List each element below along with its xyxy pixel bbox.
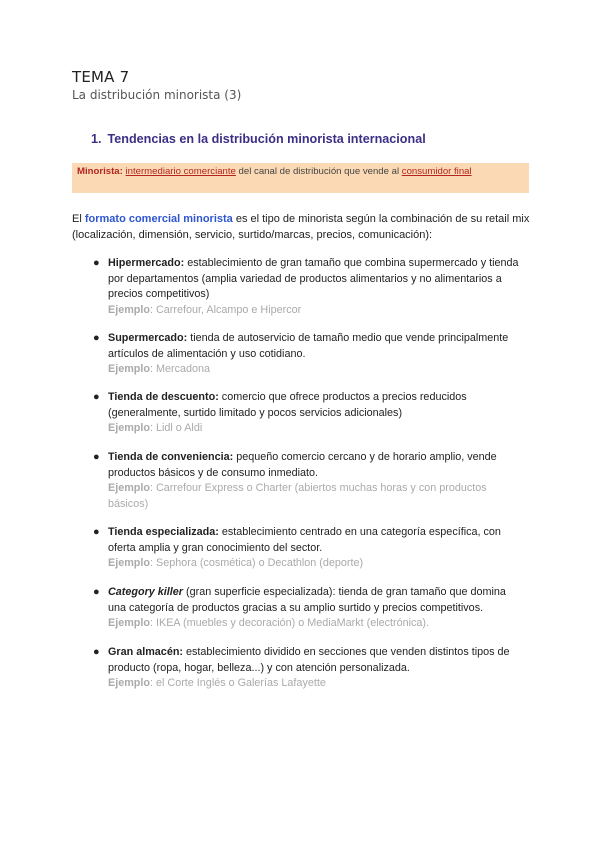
bullet-icon: ●: [93, 646, 100, 658]
item-desc: establecimiento centrado en una categoría específica, con oferta amplia y gran conocimiento del sector.: [108, 526, 501, 554]
item-desc: establecimiento de gran tamaño que combina supermercado y tienda por departamentos (amplia variedad de productos alimentarios y no alimentarios a precios competitivos): [108, 257, 519, 301]
bullet-icon: ●: [93, 257, 100, 269]
item-term: Tienda especializada:: [108, 526, 219, 538]
item-example: Ejemplo: el Corte Inglés o Galerías Lafayette: [108, 677, 326, 690]
item-desc: establecimiento dividido en secciones que venden distintos tipos de producto (ropa, hogar, belleza...) y con atención personalizada.: [108, 646, 510, 674]
intro-post: es el tipo de minorista según la combinación de su retail mix (localización, dimensión, servicio, surtido/marcas, precios, comunicación):: [72, 213, 530, 241]
intro-highlight: formato comercial minorista: [84, 213, 233, 225]
page-title: TEMA 7: [72, 68, 130, 86]
bullet-icon: ●: [93, 332, 100, 344]
list-item-text: [108, 525, 522, 572]
item-term: Hipermercado:: [108, 257, 185, 269]
item-term: Supermercado:: [108, 332, 188, 344]
bullet-icon: ●: [93, 451, 100, 463]
definition-term: Minorista:: [77, 166, 123, 177]
item-desc: (gran superficie especializada): tienda de gran tamaño que domina una categoría de productos gracias a su amplio surtido y precios competitivos.: [108, 586, 506, 614]
intro-paragraph: [72, 211, 532, 243]
item-example: Ejemplo: Lidl o Aldi: [108, 422, 203, 435]
section-title: Tendencias en la distribución minorista internacional: [107, 132, 426, 146]
bullet-icon: ●: [93, 526, 100, 538]
item-term: Tienda de descuento:: [108, 391, 219, 403]
definition-box: [72, 163, 529, 193]
bullet-icon: ●: [93, 391, 100, 403]
section-heading: [91, 132, 426, 146]
item-term: Category killer: [108, 586, 184, 598]
list-item-text: [108, 645, 522, 692]
item-example: Ejemplo: Sephora (cosmética) o Decathlon (deporte): [108, 557, 364, 570]
section-number: 1.: [91, 132, 102, 146]
list-item-text: [108, 390, 522, 437]
definition-text: del canal de distribución que vende al: [235, 166, 402, 177]
page-subtitle: La distribución minorista (3): [72, 88, 242, 102]
item-desc: comercio que ofrece productos a precios reducidos (generalmente, surtido limitado y pocos servicios adicionales): [108, 391, 467, 419]
list-item-text: [108, 585, 522, 632]
definition-link-consumidor[interactable]: consumidor final: [401, 166, 472, 177]
item-example: Ejemplo: IKEA (muebles y decoración) o MediaMarkt (electrónica).: [108, 617, 430, 630]
intro-pre: El: [72, 213, 85, 225]
list-item-text: [108, 256, 522, 318]
item-term: Gran almacén:: [108, 646, 184, 658]
item-example: Ejemplo: Carrefour Express o Charter (abiertos muchas horas y con productos básicos): [108, 482, 487, 510]
item-example: Ejemplo: Carrefour, Alcampo e Hipercor: [108, 303, 302, 316]
item-desc: pequeño comercio cercano y de horario amplio, vende productos básicos y de consumo inmediato.: [108, 451, 497, 479]
definition-link-intermediario[interactable]: intermediario comerciante: [125, 166, 236, 177]
list-item-text: [108, 331, 522, 378]
item-desc: tienda de autoservicio de tamaño medio que vende principalmente artículos de alimentación y uso cotidiano.: [108, 332, 509, 360]
item-term: Tienda de conveniencia:: [108, 451, 234, 463]
item-example: Ejemplo: Mercadona: [108, 363, 211, 376]
list-item-text: [108, 450, 522, 512]
bullet-icon: ●: [93, 586, 100, 598]
